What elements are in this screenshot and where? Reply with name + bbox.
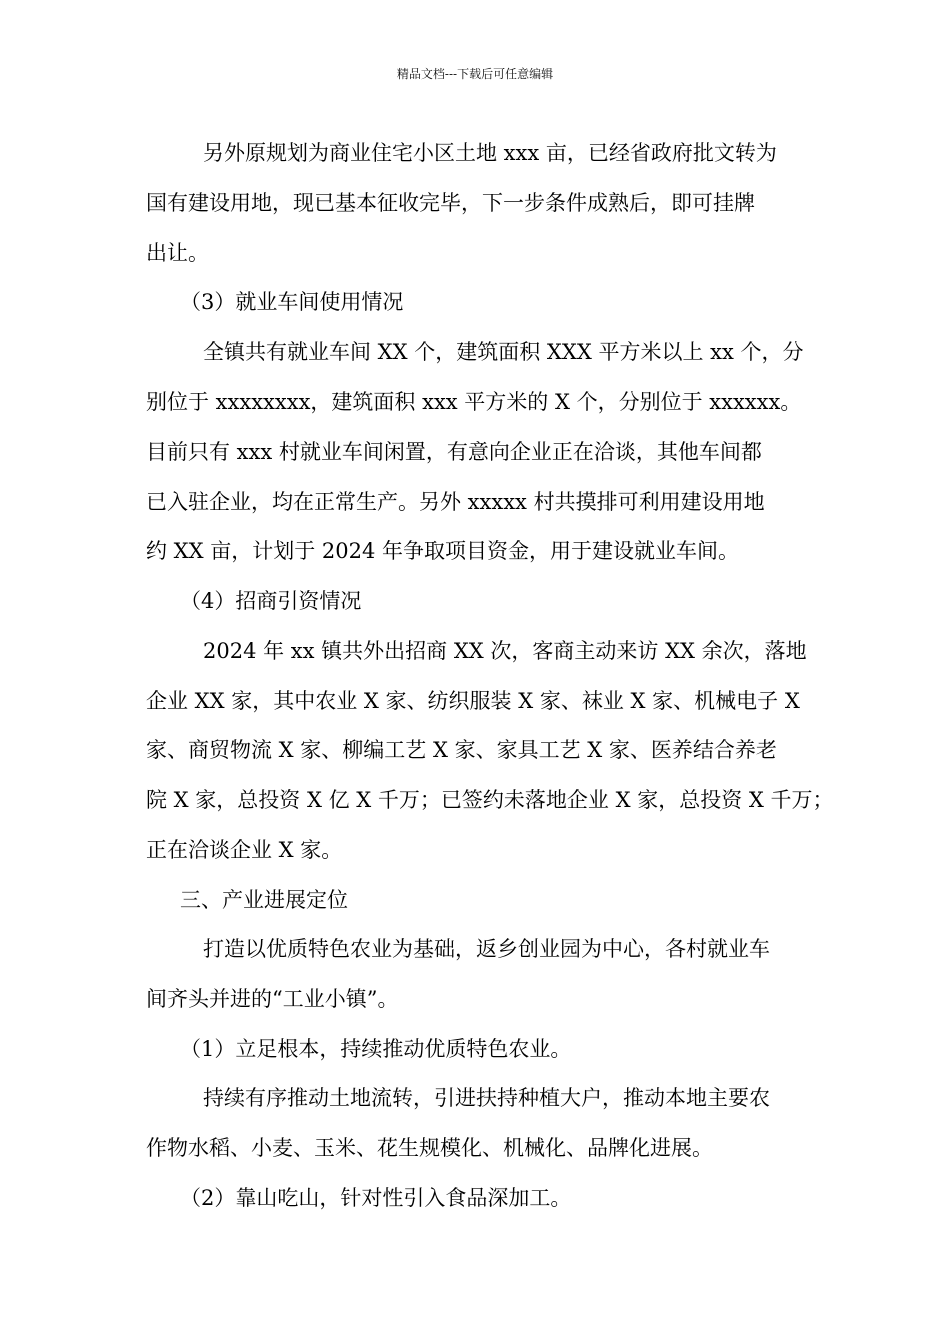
- paragraph-line: 已入驻企业，均在正常生产。另外 xxxxx 村共摸排可利用建设用地: [146, 490, 765, 514]
- paragraph-line: 企业 XX 家，其中农业 X 家、纺织服装 X 家、袜业 X 家、机械电子 X: [146, 689, 800, 713]
- section-heading: （1）立足根本，持续推动优质特色农业。: [180, 1037, 572, 1061]
- section-heading: （4）招商引资情况: [180, 589, 362, 613]
- paragraph-line: 正在洽谈企业 X 家。: [146, 838, 343, 862]
- paragraph-line: 国有建设用地，现已基本征收完毕，下一步条件成熟后，即可挂牌: [146, 191, 755, 215]
- paragraph-line: 约 XX 亩，计划于 2024 年争取项目资金，用于建设就业车间。: [146, 539, 740, 563]
- paragraph-line: 目前只有 xxx 村就业车间闲置，有意向企业正在洽谈，其他车间都: [146, 440, 762, 464]
- paragraph-line: 院 X 家，总投资 X 亿 X 千万；已签约未落地企业 X 家，总投资 X 千万；: [146, 788, 834, 812]
- section-heading: （2）靠山吃山，针对性引入食品深加工。: [180, 1186, 572, 1210]
- paragraph-line: 2024 年 xx 镇共外出招商 XX 次，客商主动来访 XX 余次，落地: [203, 639, 807, 663]
- paragraph-line: 另外原规划为商业住宅小区土地 xxx 亩，已经省政府批文转为: [203, 141, 777, 165]
- section-heading: （3）就业车间使用情况: [180, 290, 404, 314]
- paragraph-line: 出让。: [146, 241, 209, 265]
- paragraph-line: 别位于 xxxxxxxx，建筑面积 xxx 平方米的 X 个，分别位于 xxxxxx。: [146, 390, 802, 414]
- paragraph-line: 持续有序推动土地流转，引进扶持种植大户，推动本地主要农: [203, 1086, 770, 1110]
- paragraph-line: 间齐头并进的“工业小镇”。: [146, 987, 399, 1011]
- paragraph-line: 全镇共有就业车间 XX 个，建筑面积 XXX 平方米以上 xx 个，分: [203, 340, 804, 364]
- paragraph-line: 打造以优质特色农业为基础，返乡创业园为中心，各村就业车: [203, 937, 770, 961]
- paragraph-line: 作物水稻、小麦、玉米、花生规模化、机械化、品牌化进展。: [146, 1136, 713, 1160]
- section-heading: 三、产业进展定位: [180, 888, 348, 912]
- paragraph-line: 家、商贸物流 X 家、柳编工艺 X 家、家具工艺 X 家、医养结合养老: [146, 738, 777, 762]
- page-header: 精品文档---下载后可任意编辑: [396, 67, 554, 81]
